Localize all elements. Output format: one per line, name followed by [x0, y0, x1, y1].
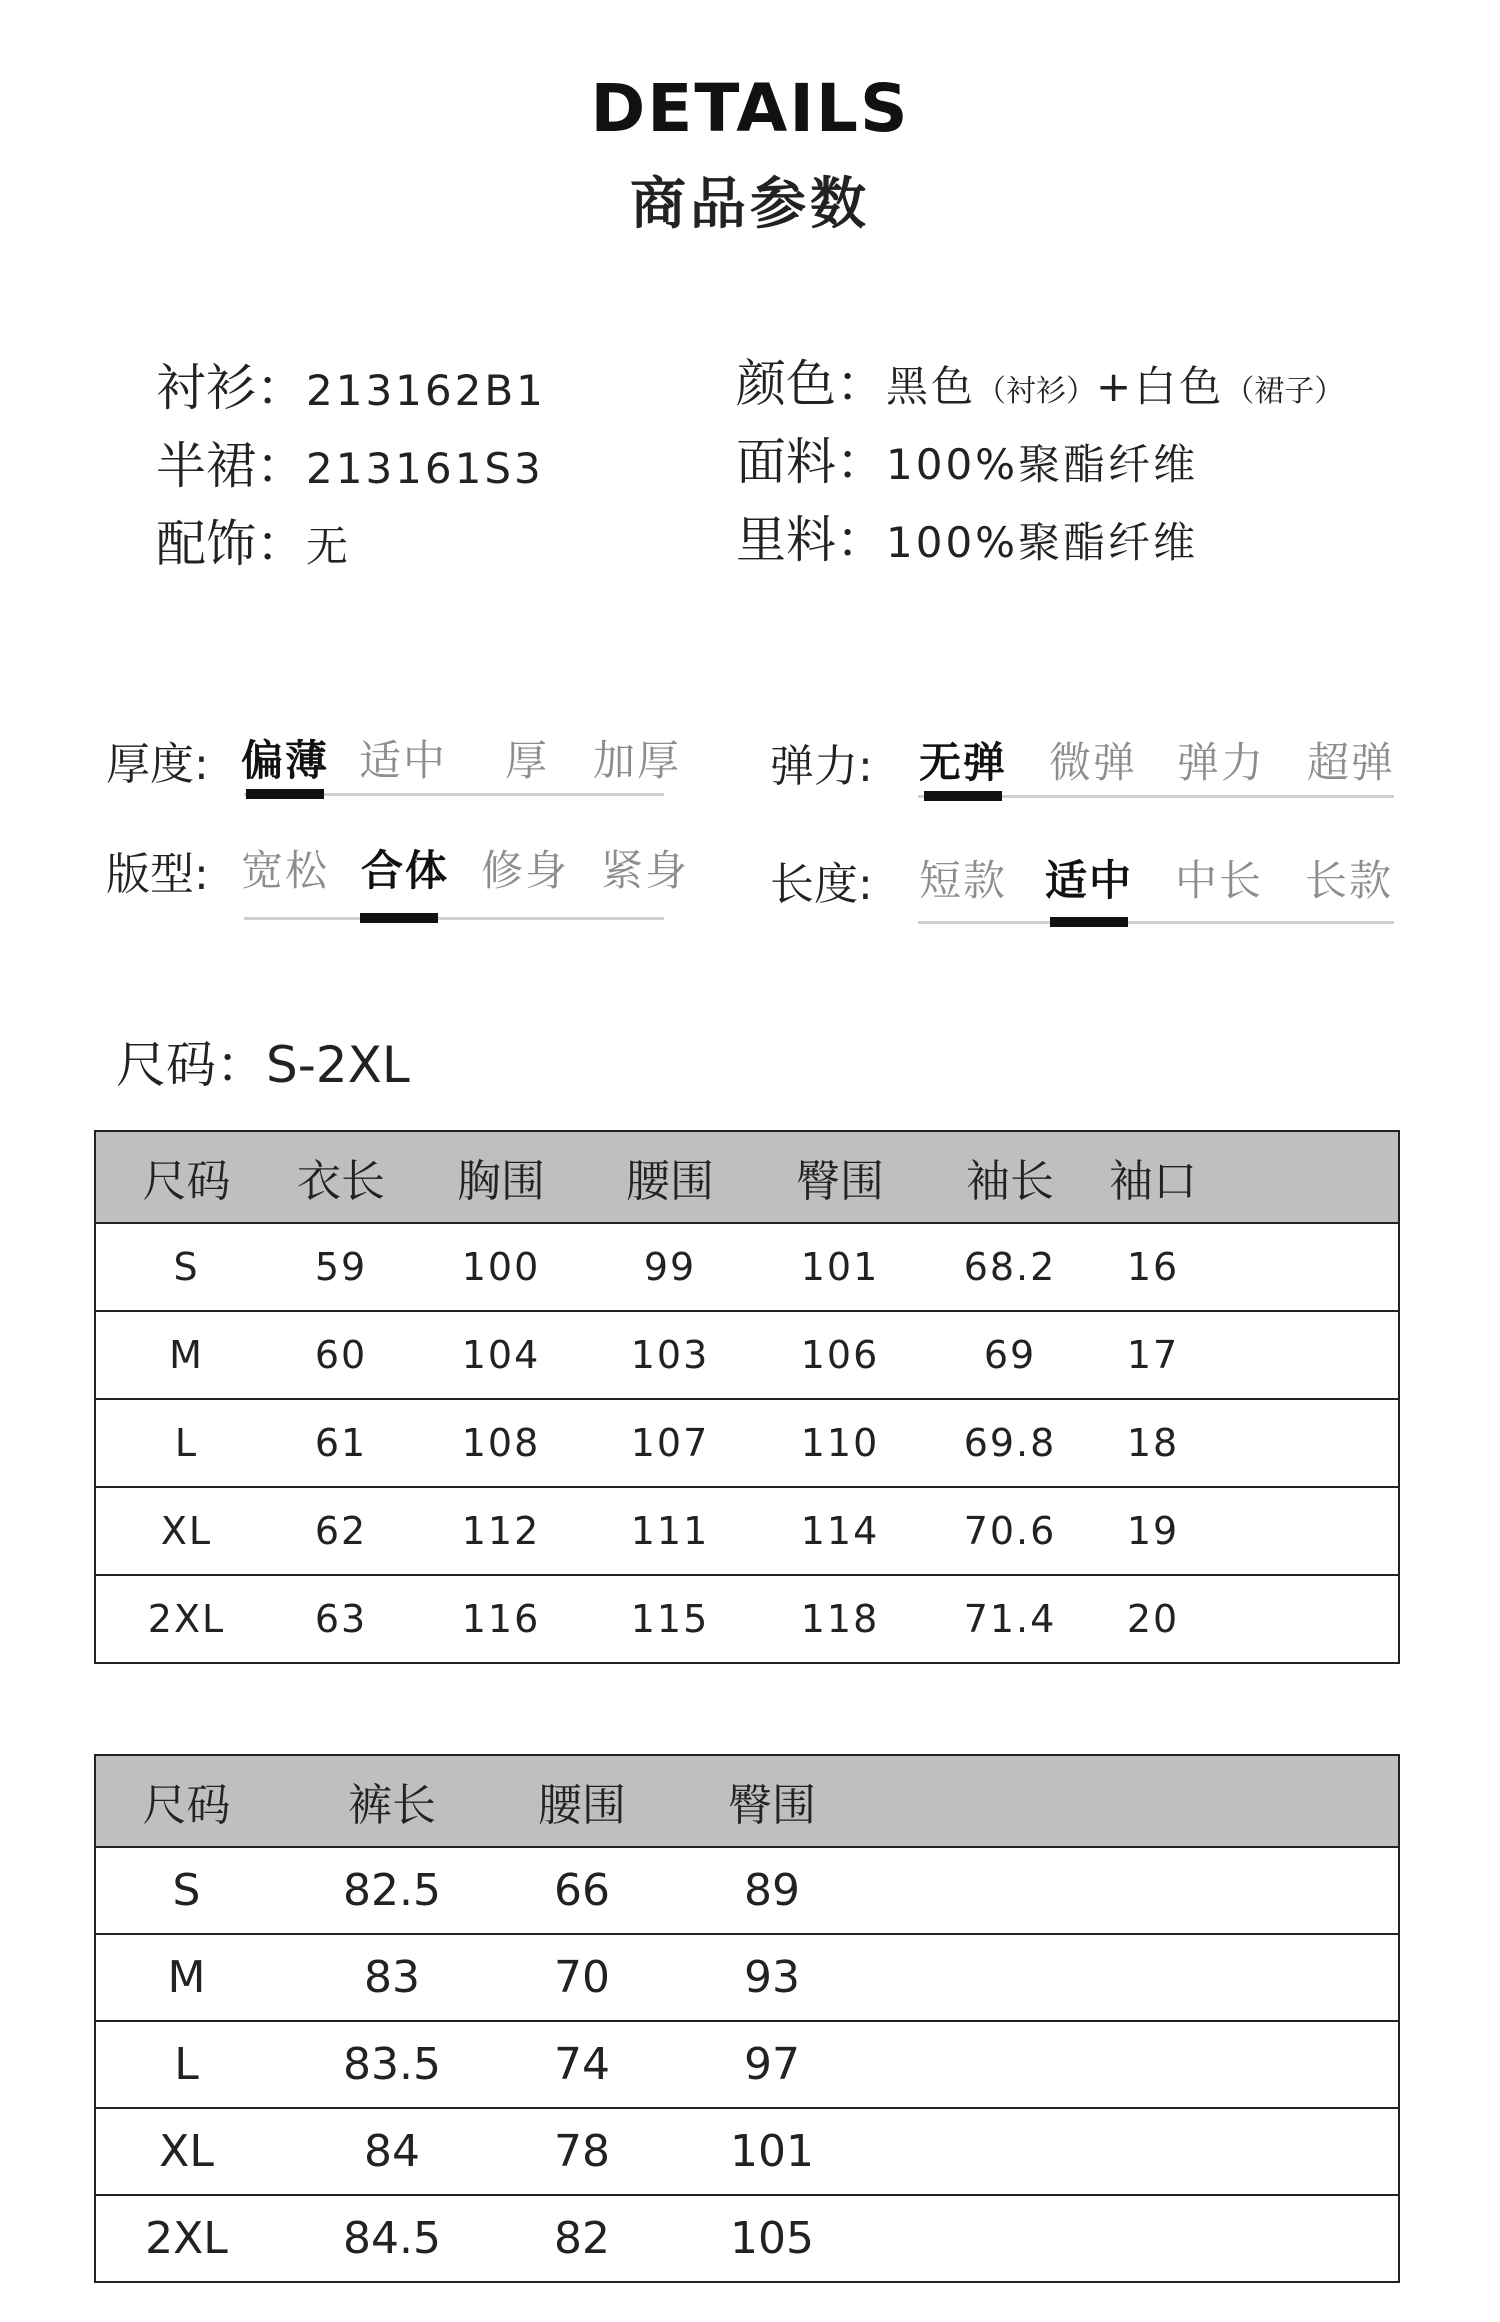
table-cell: 110: [743, 1399, 937, 1487]
length-option-long: 长款: [1304, 856, 1393, 905]
header-cuff: 袖口: [1083, 1131, 1223, 1223]
header-empty-cell: [887, 1755, 1399, 1847]
table-cell: 112: [405, 1487, 597, 1575]
header-size: 尺码: [95, 1755, 277, 1847]
length-track: [918, 921, 1394, 924]
table-cell: L: [95, 2021, 277, 2108]
header-size: 尺码: [95, 1131, 277, 1223]
table-cell: 74: [507, 2021, 657, 2108]
table-cell: S: [95, 1847, 277, 1934]
table-row: [95, 2108, 1399, 2195]
table-empty-cell: [887, 2021, 1399, 2108]
table-cell: 116: [405, 1575, 597, 1663]
header-waist: 腰围: [597, 1131, 743, 1223]
length-label: 长度:: [770, 859, 873, 910]
table-empty-cell: [1223, 1223, 1399, 1311]
details-title-en: DETAILS: [590, 70, 910, 147]
elasticity-option-none: 无弹: [918, 738, 1007, 787]
table-cell: 82.5: [277, 1847, 507, 1934]
color-label: 颜色：: [736, 355, 886, 413]
elasticity-option-elastic: 弹力: [1176, 738, 1265, 787]
table-cell: 78: [507, 2108, 657, 2195]
table-cell: 99: [597, 1223, 743, 1311]
table-cell: 103: [597, 1311, 743, 1399]
table-cell: 2XL: [95, 2195, 277, 2282]
header-sleeve-length: 袖长: [937, 1131, 1083, 1223]
elasticity-label: 弹力:: [770, 741, 873, 792]
table-cell: 84: [277, 2108, 507, 2195]
thickness-option-extra-thick: 加厚: [592, 736, 681, 785]
table-cell: 118: [743, 1575, 937, 1663]
table-row: [95, 2021, 1399, 2108]
table-cell: 84.5: [277, 2195, 507, 2282]
table-cell: 63: [277, 1575, 405, 1663]
table-cell: 66: [507, 1847, 657, 1934]
spec-lining: [736, 500, 1198, 572]
table-empty-cell: [1223, 1487, 1399, 1575]
header-waist: 腰围: [507, 1755, 657, 1847]
table-cell: 71.4: [937, 1575, 1083, 1663]
header-hip: 臀围: [657, 1755, 887, 1847]
table-row: [95, 1311, 1399, 1399]
table-cell: 111: [597, 1487, 743, 1575]
color-note-2: （裙子）: [1224, 374, 1345, 409]
lining-value: 100%聚酯纤维: [886, 518, 1199, 567]
table-cell: 16: [1083, 1223, 1223, 1311]
fit-option-tight: 紧身: [600, 846, 689, 895]
table-cell: 101: [657, 2108, 887, 2195]
table-cell: 83.5: [277, 2021, 507, 2108]
fit-track: [244, 917, 664, 920]
color-value-2: +白色: [1096, 362, 1225, 411]
elasticity-option-slight: 微弹: [1048, 738, 1137, 787]
spec-color: [736, 344, 1344, 416]
table-empty-cell: [887, 1847, 1399, 1934]
thickness-label: 厚度:: [106, 739, 209, 790]
table-cell: S: [95, 1223, 277, 1311]
details-title-cn: 商品参数: [630, 172, 870, 237]
table-cell: 100: [405, 1223, 597, 1311]
table-cell: M: [95, 1311, 277, 1399]
top-size-table: [94, 1130, 1400, 1664]
table-cell: 115: [597, 1575, 743, 1663]
table-cell: 101: [743, 1223, 937, 1311]
fit-selected-indicator: [360, 913, 438, 923]
accessory-value: 无: [306, 522, 352, 571]
table-header-row: [95, 1131, 1399, 1223]
table-cell: 2XL: [95, 1575, 277, 1663]
table-empty-cell: [1223, 1575, 1399, 1663]
accessory-label: 配饰：: [156, 515, 306, 573]
table-empty-cell: [887, 2108, 1399, 2195]
elasticity-selected-indicator: [924, 791, 1002, 801]
fabric-value: 100%聚酯纤维: [886, 440, 1199, 489]
table-row: [95, 1934, 1399, 2021]
table-cell: 61: [277, 1399, 405, 1487]
table-cell: 20: [1083, 1575, 1223, 1663]
thickness-option-thin: 偏薄: [240, 736, 329, 785]
table-cell: 70: [507, 1934, 657, 2021]
table-cell: M: [95, 1934, 277, 2021]
table-cell: 19: [1083, 1487, 1223, 1575]
table-cell: 108: [405, 1399, 597, 1487]
skirt-label: 半裙：: [156, 437, 306, 495]
table-cell: 106: [743, 1311, 937, 1399]
header-pants-length: 裤长: [277, 1755, 507, 1847]
table-cell: 93: [657, 1934, 887, 2021]
table-cell: 114: [743, 1487, 937, 1575]
color-value-1: 黑色: [886, 362, 977, 411]
table-row: [95, 1223, 1399, 1311]
table-empty-cell: [1223, 1311, 1399, 1399]
table-cell: L: [95, 1399, 277, 1487]
header-hip: 臀围: [743, 1131, 937, 1223]
table-cell: 82: [507, 2195, 657, 2282]
table-cell: 104: [405, 1311, 597, 1399]
table-row: [95, 1399, 1399, 1487]
table-cell: 107: [597, 1399, 743, 1487]
size-range: 尺码：S-2XL: [116, 1036, 410, 1094]
table-cell: 70.6: [937, 1487, 1083, 1575]
table-empty-cell: [887, 1934, 1399, 2021]
table-cell: 69: [937, 1311, 1083, 1399]
spec-skirt: [156, 426, 544, 498]
spec-accessory: [156, 504, 351, 576]
table-empty-cell: [887, 2195, 1399, 2282]
fit-option-regular: 合体: [360, 846, 449, 895]
length-option-mid-long: 中长: [1174, 856, 1263, 905]
shirt-value: 213162B1: [306, 366, 546, 415]
color-note-1: （衬衫）: [976, 374, 1097, 409]
fit-label: 版型:: [106, 849, 209, 900]
spec-shirt: [156, 348, 546, 420]
table-row: [95, 1575, 1399, 1663]
table-row: [95, 1487, 1399, 1575]
table-row: [95, 1847, 1399, 1934]
fit-option-loose: 宽松: [240, 846, 329, 895]
header-empty-cell: [1223, 1131, 1399, 1223]
table-cell: 62: [277, 1487, 405, 1575]
table-cell: 59: [277, 1223, 405, 1311]
thickness-selected-indicator: [246, 789, 324, 799]
table-cell: 69.8: [937, 1399, 1083, 1487]
table-row: [95, 2195, 1399, 2282]
thickness-option-thick: 厚: [504, 736, 549, 785]
shirt-label: 衬衫：: [156, 359, 306, 417]
length-option-short: 短款: [918, 856, 1007, 905]
table-cell: 83: [277, 1934, 507, 2021]
elasticity-option-super: 超弹: [1306, 738, 1395, 787]
length-selected-indicator: [1050, 917, 1128, 927]
lining-label: 里料：: [736, 511, 886, 569]
table-cell: XL: [95, 1487, 277, 1575]
header-garment-length: 衣长: [277, 1131, 405, 1223]
fit-option-slim: 修身: [480, 846, 569, 895]
bottom-size-table: [94, 1754, 1400, 2283]
table-cell: 68.2: [937, 1223, 1083, 1311]
spec-fabric: [736, 422, 1198, 494]
table-cell: XL: [95, 2108, 277, 2195]
table-cell: 18: [1083, 1399, 1223, 1487]
table-cell: 17: [1083, 1311, 1223, 1399]
fabric-label: 面料：: [736, 433, 886, 491]
table-cell: 105: [657, 2195, 887, 2282]
table-cell: 89: [657, 1847, 887, 1934]
thickness-option-medium: 适中: [358, 736, 447, 785]
table-empty-cell: [1223, 1399, 1399, 1487]
length-option-medium: 适中: [1044, 856, 1133, 905]
table-header-row: [95, 1755, 1399, 1847]
table-cell: 97: [657, 2021, 887, 2108]
table-cell: 60: [277, 1311, 405, 1399]
skirt-value: 213161S3: [306, 444, 544, 493]
header-chest: 胸围: [405, 1131, 597, 1223]
